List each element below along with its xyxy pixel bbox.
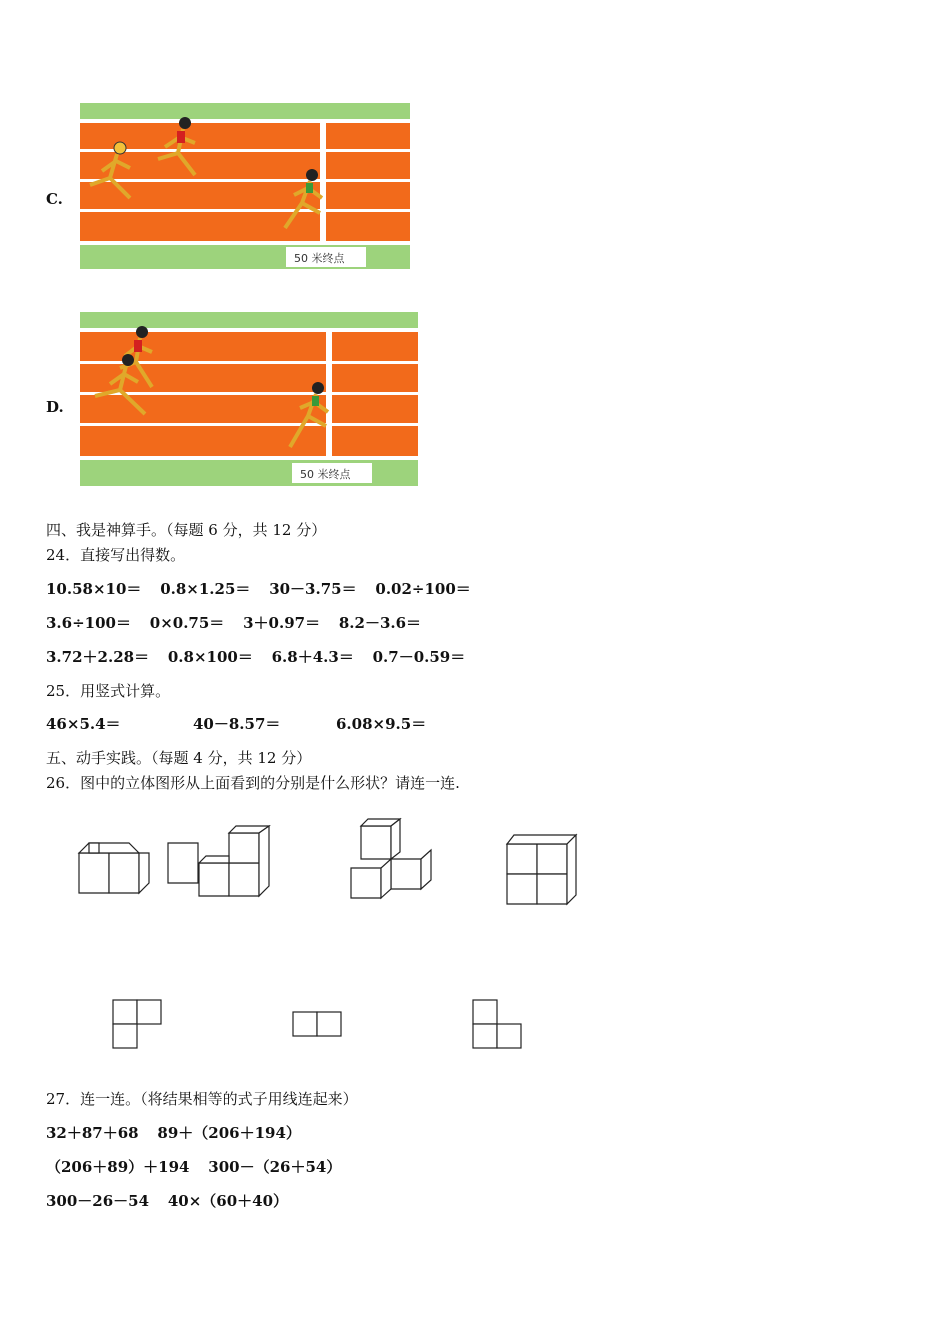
section-4-heading: 四、我是神算手。（每题 6 分，共 12 分）	[46, 521, 327, 539]
question-27-title: 27．连一连。（将结果相等的式子用线连起来）	[46, 1090, 358, 1108]
option-d-label: D.	[46, 398, 64, 416]
calc-expression: 0×0.75＝	[149, 614, 225, 632]
finish-line-label: 50 米终点	[300, 468, 351, 481]
match-expression: （206＋89）＋194	[46, 1158, 190, 1176]
calc-expression: 30－3.75＝	[269, 580, 357, 598]
calc-expression: 0.8×1.25＝	[160, 580, 251, 598]
calc-expression: 8.2－3.6＝	[338, 614, 422, 632]
calc-expression: 0.02÷100＝	[375, 580, 471, 598]
solid-figures	[70, 810, 590, 910]
top-view-shape-2	[293, 1012, 341, 1036]
solid-figure-2	[199, 826, 269, 896]
calc-row	[46, 578, 485, 599]
vertical-calc-item: 46×5.4＝	[46, 715, 121, 733]
match-row	[46, 1122, 315, 1143]
option-c-label: C.	[46, 190, 63, 208]
solid-figure-4	[507, 835, 576, 904]
option-d-track-image	[80, 312, 420, 488]
calc-expression: 10.58×10＝	[46, 580, 142, 598]
question-26-title: 26．图中的立体图形从上面看到的分别是什么形状？请连一连.	[46, 774, 460, 792]
solid-figure-3	[351, 819, 431, 898]
match-expression: 300－（26＋54）	[208, 1158, 342, 1176]
calc-expression: 0.7－0.59＝	[372, 648, 466, 666]
vertical-calc-item: 40－8.57＝	[193, 715, 281, 733]
calc-expression: 0.8×100＝	[167, 648, 253, 666]
question-24-title: 24．直接写出得数。	[46, 546, 186, 564]
calc-expression: 6.8＋4.3＝	[271, 648, 354, 666]
finish-line-label: 50 米终点	[294, 252, 345, 265]
top-view-shape-1	[113, 1000, 161, 1048]
top-view-shape-3	[473, 1000, 521, 1048]
match-expression: 40×（60＋40）	[167, 1192, 289, 1210]
solid-figure-1	[79, 843, 198, 893]
calc-expression: 3.6÷100＝	[46, 614, 131, 632]
question-25-title: 25．用竖式计算。	[46, 682, 171, 700]
vertical-calc-item: 6.08×9.5＝	[336, 715, 427, 733]
option-c-track-image	[80, 103, 412, 271]
calc-expression: 3＋0.97＝	[243, 614, 321, 632]
section-5-heading: 五、动手实践。（每题 4 分，共 12 分）	[46, 749, 312, 767]
calc-expression: 3.72＋2.28＝	[46, 648, 150, 666]
match-expression: 89＋（206＋194）	[157, 1124, 301, 1142]
match-expression: 300－26－54	[46, 1192, 150, 1210]
match-row	[46, 1156, 355, 1177]
top-view-shapes	[100, 990, 540, 1060]
calc-row	[46, 646, 479, 667]
match-expression: 32＋87＋68	[46, 1124, 139, 1142]
calc-row	[46, 612, 435, 633]
match-row	[46, 1190, 302, 1211]
